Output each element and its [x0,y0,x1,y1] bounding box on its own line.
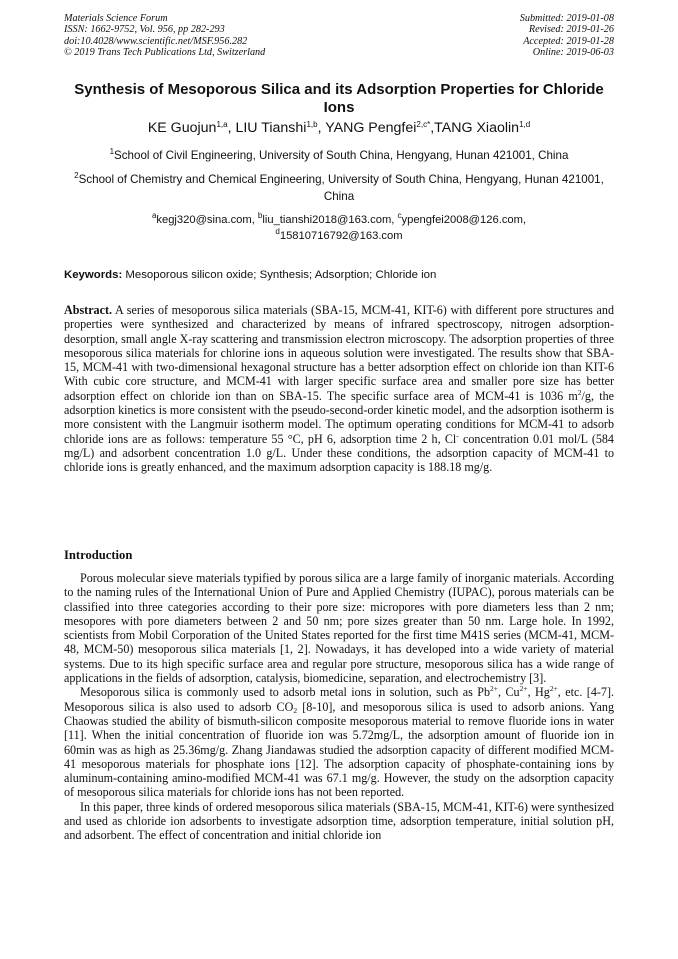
paragraph [64,685,614,799]
paper-title: Synthesis of Mesoporous Silica and its Adsorption Properties for Chloride Ions [74,81,604,116]
journal-header-right [520,13,614,59]
email-link[interactable]: liu_tianshi2018@163.com, [262,214,398,226]
affiliation-mark: 2 [74,171,79,180]
keywords-text: Mesoporous silicon oxide; Synthesis; Adsorption; Chloride ion [122,269,437,281]
author-separator: , [227,120,236,136]
email-link[interactable]: kegj320@sina.com, [156,214,258,226]
paragraph-text: , etc. [4-7]. Mesoporous silica is also used to adsorb CO [64,685,615,714]
superscript: 2+ [519,684,528,694]
subscript: 2 [293,705,298,715]
affiliation-1 [64,147,614,164]
date-accepted: Accepted: 2019-01-28 [523,35,614,47]
author-separator: , [317,120,326,136]
author-affiliation-mark: 2,c* [416,120,431,129]
affiliation-text: School of Chemistry and Chemical Engineering, University of South China, Hengyang, Hunan 421001, China [78,173,604,203]
paragraph: In this paper, three kinds of ordered mesoporous silica materials (SBA-15, MCM-41, KIT-6) were synthesized and used as chloride ion adsorbents to investigate adsorption time, adsorption temperature, initial solution pH, and adsorbent. The effect of concentration and initial chloride ion [64,799,614,843]
keywords [64,267,614,283]
journal-doi: doi:10.4028/www.scientific.net/MSF.956.282 [64,35,248,47]
superscript: - [456,430,459,440]
introduction-body [64,571,614,843]
journal-copyright: © 2019 Trans Tech Publications Ltd, Switzerland [64,47,266,59]
email-mark: c [397,211,402,220]
abstract-text: A series of mesoporous silica materials (SBA-15, MCM-41, KIT-6) with different pore structures and properties were synthesized and characterized by means of infrared spectroscopy, nitrogen adsorption- desorption, small angle X-ray scattering and transmission electron microscopy. The adsorption properties of three mesoporous silica materials for chlorine ions in aqueous solution were investigated. The results show that SBA-15, MCM-41 with two-dimensional hexagonal structure has a better adsorption effect on chloride ion than KIT-6 With cubic core structure, and MCM-41 with larger specific surface area and smaller pore size has better adsorption effect on chloride ion than on SBA-15. The specific surface area of MCM-41 is 1036 m [64,303,614,403]
date-revised: Revised: 2019-01-26 [528,24,614,36]
author-affiliation-mark: 1,b [306,120,318,129]
journal-header-left [64,13,265,59]
email-mark: b [257,211,263,220]
email-link[interactable]: 15810716792@163.com [279,230,403,242]
author-name: KE Guojun [147,120,217,136]
author-name: TANG Xiaolin [434,120,520,136]
affiliation-mark: 1 [109,147,115,156]
keywords-label: Keywords: [64,269,123,281]
author-affiliation-mark: 1,d [519,120,531,129]
affiliation-text: School of Civil Engineering, University of South China, Hengyang, Hunan 421001, China [114,149,569,162]
abstract-label: Abstract. [64,303,113,317]
author-name: LIU Tianshi [235,120,307,136]
email-mark: d [275,227,280,236]
abstract-text: /g, the adsorption kinetics is more consistent with the pseudo-second-order kinetic model, and the adsorption isotherm is more consistent with the Langmuir isotherm model. The optimum operating conditions for MCM-41 to adsorb chloride ions are as follows: temperature 55 °C, pH 6, adsorption time 2 h, Cl [64,388,614,446]
author-separator: , [430,120,435,136]
paragraph-text: [8-10], and mesoporous silica is used to adsorb anions. Yang Chaowas studied the ability of bismuth-silicon composite mesoporous material to remove fluoride ions in water [11]. When the initial concentration of fluoride ion was 5.72mg/L, the adsorption amount of fluoride ion in 60min was as high as 25.36mg/g. Zhang Jiandawas studied the adsorption capacity of different modified MCM-41 mesoporous materials for phosphate ions [12]. The adsorption capacity of phosphate-containing ions by aluminum-containing amino-modified MCM-41 was 67.1 mg/g. However, the study on the adsorption capacity of mesoporous silica materials for chloride ions has not been reported. [64,699,614,800]
journal-name: Materials Science Forum [64,13,168,24]
journal-issn: ISSN: 1662-9752, Vol. 956, pp 282-293 [64,24,225,36]
date-online: Online: 2019-06-03 [532,47,614,59]
superscript: 2+ [490,684,498,694]
paragraph-text: , Hg [527,685,550,700]
email-mark: a [151,211,157,220]
paragraph: Porous molecular sieve materials typified by porous silica are a large family of inorganic materials. According to the naming rules of the International Union of Pure and Applied Chemistry (IUPAC), porous materials can be classified into three categories according to their pore size: micropores with pore diameters less than 2 nm; mesopores with pore diameters between 2 and 50 nm; pore sizes greater than 50 nm. Large hole. In 1992, scientists from Mobil Corporation of the United States reported for the first time M41S series (MCM-41, MCM-48, MCM-50) mesoporous silica materials [1, 2]. Nowadays, it has developed into a wide variety of material systems. Due to its high specific surface area and regular pore structure, mesoporous silica has a wide range of applications in the fields of adsorption, catalysis, biomedicine, separation, and electrochemistry [3]. [64,571,614,686]
author-list [64,119,614,137]
section-heading-introduction: Introduction [64,548,133,562]
author-emails [64,212,614,244]
superscript: 2 [577,387,582,397]
paragraph-text: Mesoporous silica is commonly used to adsorb metal ions in solution, such as Pb [80,685,491,700]
abstract [64,303,614,475]
superscript: 2+ [549,684,558,694]
date-submitted: Submitted: 2019-01-08 [519,13,614,24]
email-link[interactable]: ypengfei2008@126.com, [401,214,527,226]
affiliation-2 [64,171,614,205]
abstract-text: concentration 0.01 mol/L (584 mg/L) and adsorbent concentration 1.0 g/L. Under these conditions, the adsorption capacity of MCM-41 to chloride ions is greatly enhanced, and the maximum adsorption capacity is 188.18 mg/g. [64,431,614,475]
paragraph-text: , Cu [498,685,520,700]
author-affiliation-mark: 1,a [216,120,228,129]
author-name: YANG Pengfei [325,120,417,136]
